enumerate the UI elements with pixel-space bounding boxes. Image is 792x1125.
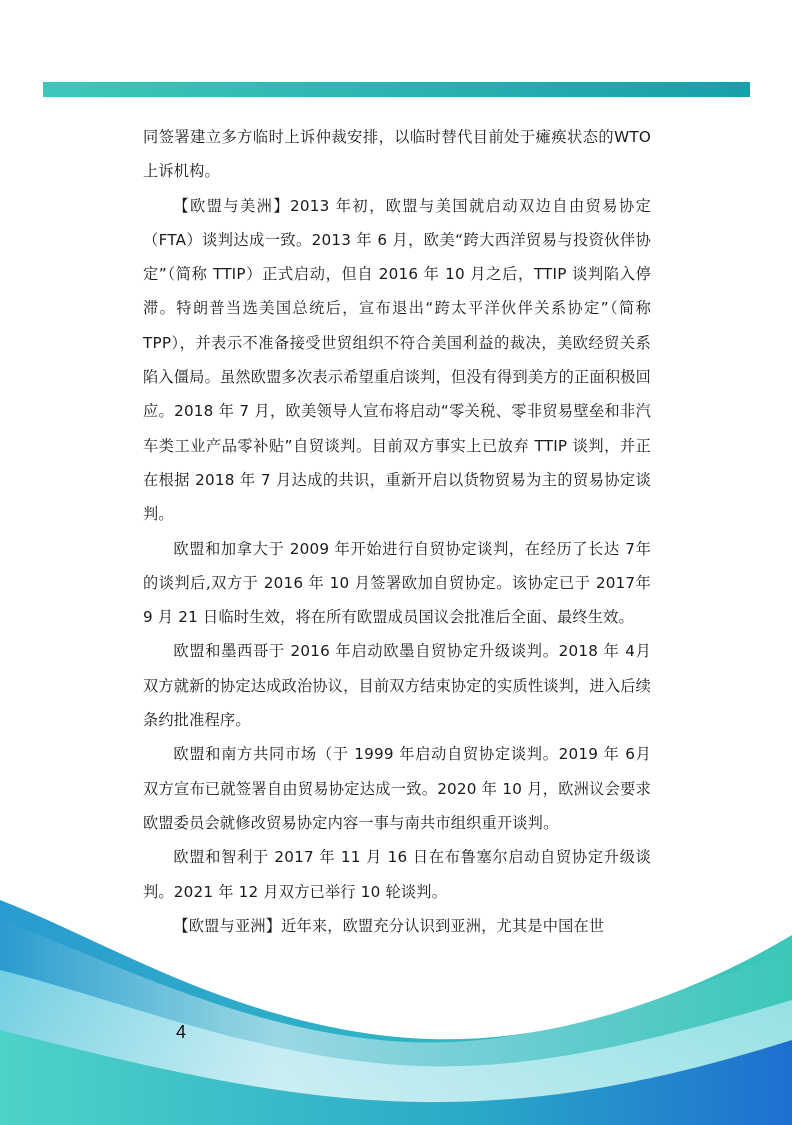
page-number: 4 <box>176 1022 187 1042</box>
paragraph-eu-mercosur: 欧盟和南方共同市场（于 1999 年启动自贸协定谈判。2019 年 6月双方宣布已就签署自由贸易协定达成一致。2020 年 10 月，欧洲议会要求欧盟委员会就修改贸易协定内容一事与南共市组织重开谈判。 <box>143 745 652 832</box>
paragraph-eu-chile: 欧盟和智利于 2017 年 11 月 16 日在布鲁塞尔启动自贸协定升级谈判。2021 年 12 月双方已举行 10 轮谈判。 <box>143 848 651 901</box>
header-accent-bar <box>43 82 750 97</box>
paragraph-eu-americas: 【欧盟与美洲】2013 年初，欧盟与美国就启动双边自由贸易协定（FTA）谈判达成一致。2013 年 6 月，欧美“跨大西洋贸易与投资伙伴协定”（简称 TTIP）正式启动，但自 2016 年 10 月之后，TTIP 谈判陷入停滞。特朗普当选美国总统后，宣布退出“跨太平洋伙伴关系协定”（简称 TPP），并表示不准备接受世贸组织不符合美国利益的裁决，美欧经贸关系陷入僵局。虽然欧盟多次表示希望重启谈判，但没有得到美方的正面积极回应。2018 年 7 月，欧美领导人宣布将启动“零关税、零非贸易壁垒和非汽车类工业产品零补贴”自贸谈判。目前双方事实上已放弃 TTIP 谈判，并正在根据 2018 年 7 月达成的共识，重新开启以货物贸易为主的贸易协定谈判。 <box>143 196 651 524</box>
paragraph-eu-canada: 欧盟和加拿大于 2009 年开始进行自贸协定谈判，在经历了长达 7年的谈判后,双方于 2016 年 10 月签署欧加自贸协定。该协定已于 2017年 9 月 21 日临时生效，将在所有欧盟成员国议会批准后全面、最终生效。 <box>143 539 651 627</box>
paragraph-eu-mexico: 欧盟和墨西哥于 2016 年启动欧墨自贸协定升级谈判。2018 年 4月双方就新的协定达成政治协议，目前双方结束协定的实质性谈判，进入后续条约批准程序。 <box>143 642 651 730</box>
paragraph-eu-asia: 【欧盟与亚洲】近年来，欧盟充分认识到亚洲，尤其是中国在世 <box>173 916 605 935</box>
paragraph-continuation: 同签署建立多方临时上诉仲裁安排，以临时替代目前处于瘫痪状态的WTO 上诉机构。 <box>143 128 651 181</box>
body-text <box>143 120 651 943</box>
